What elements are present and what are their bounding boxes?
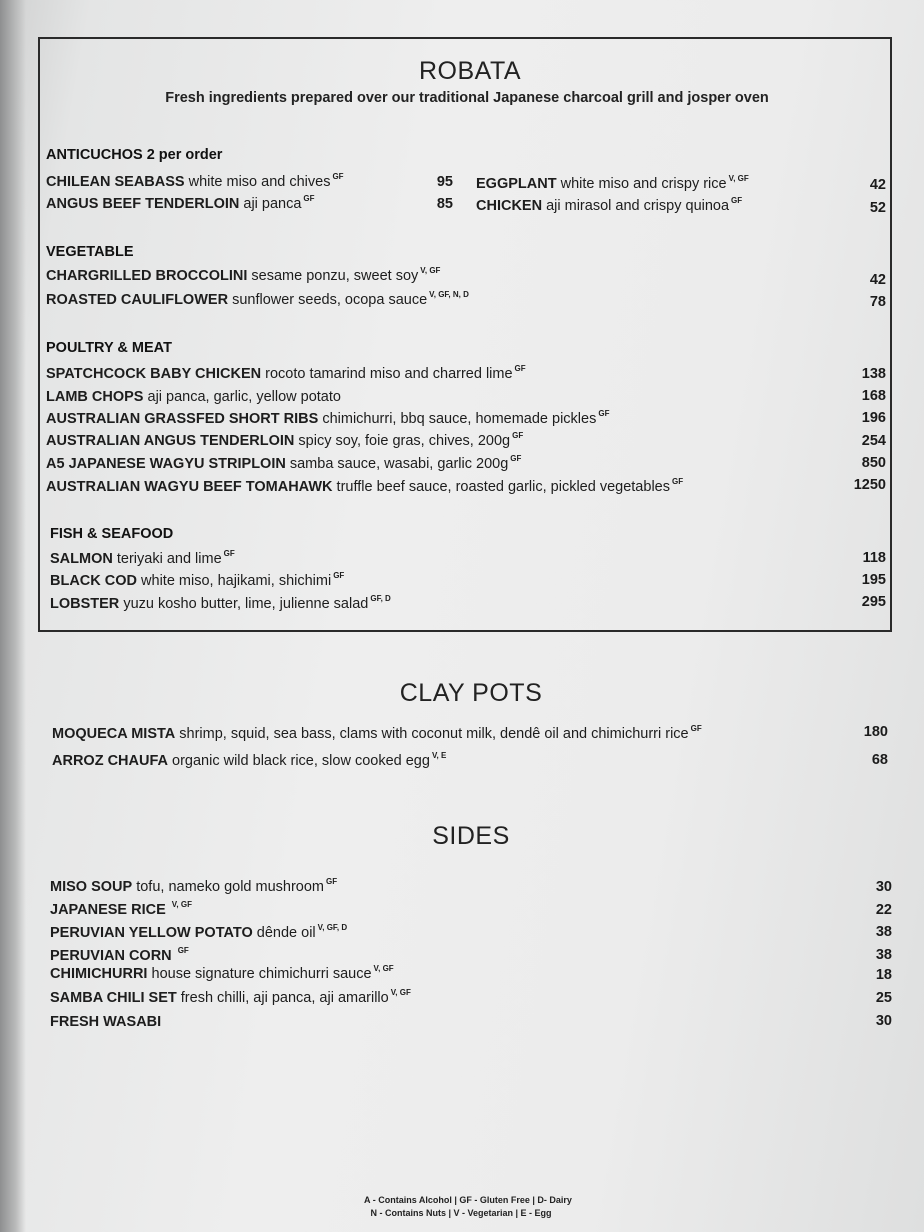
- menu-item: [46, 172, 344, 190]
- dietary-tag: GF: [512, 431, 524, 440]
- item-desc: chimichurri, bbq sauce, homemade pickles: [322, 411, 597, 427]
- menu-item: [50, 1012, 163, 1030]
- item-name: SALMON: [50, 551, 113, 567]
- item-name: CHILEAN SEABASS: [46, 174, 185, 190]
- menu-item: [46, 409, 609, 427]
- item-desc: samba sauce, wasabi, garlic 200g: [289, 456, 509, 472]
- item-name: AUSTRALIAN WAGYU BEEF TOMAHAWK: [46, 479, 333, 495]
- item-name: CHIMICHURRI: [50, 966, 148, 982]
- item-price: 30: [875, 879, 892, 895]
- item-price: 196: [861, 410, 886, 426]
- menu-item: [50, 923, 347, 941]
- menu-item: [52, 751, 446, 769]
- item-name: AUSTRALIAN ANGUS TENDERLOIN: [46, 433, 295, 449]
- menu-item: [46, 431, 523, 449]
- menu-item: [46, 387, 343, 405]
- item-desc: dênde oil: [256, 925, 316, 941]
- item-price: 95: [436, 174, 453, 190]
- menu-item: [50, 964, 394, 982]
- item-name: ARROZ CHAUFA: [52, 753, 168, 769]
- category-fish-seafood: FISH & SEAFOOD: [50, 526, 174, 542]
- dietary-tag: GF: [326, 877, 338, 886]
- robata-title: ROBATA: [418, 57, 522, 85]
- dietary-tag: GF: [177, 946, 189, 955]
- item-price: 22: [875, 902, 892, 918]
- dietary-tag: GF: [731, 196, 743, 205]
- item-desc: aji panca: [243, 196, 302, 212]
- item-name: BLACK COD: [50, 573, 137, 589]
- item-name: FRESH WASABI: [50, 1014, 162, 1030]
- item-name: MISO SOUP: [50, 879, 133, 895]
- item-price: 25: [875, 990, 892, 1006]
- item-desc: sesame ponzu, sweet soy: [251, 268, 419, 284]
- robata-frame: [38, 37, 892, 632]
- category-poultry-meat: POULTRY & MEAT: [46, 340, 172, 356]
- item-price: 78: [869, 294, 886, 310]
- item-name: LAMB CHOPS: [46, 389, 144, 405]
- menu-item: [46, 477, 683, 495]
- menu-item: [46, 266, 440, 284]
- item-price: 850: [861, 455, 886, 471]
- menu-item: [50, 946, 189, 964]
- dietary-tag: GF: [333, 571, 345, 580]
- dietary-tag: GF, D: [370, 594, 391, 603]
- menu-item: [50, 900, 192, 918]
- item-price: 118: [862, 550, 886, 566]
- item-price: 295: [861, 594, 886, 610]
- dietary-tag: V, GF: [373, 964, 394, 973]
- item-price: 85: [436, 196, 453, 212]
- category-note: 2 per order: [146, 147, 223, 163]
- category-vegetable: VEGETABLE: [46, 244, 134, 260]
- item-name: ANGUS BEEF TENDERLOIN: [46, 196, 240, 212]
- dietary-tag: GF: [332, 172, 344, 181]
- item-price: 138: [861, 366, 886, 382]
- dietary-tag: GF: [514, 364, 526, 373]
- menu-item: [50, 571, 344, 589]
- item-name: SPATCHCOCK BABY CHICKEN: [46, 366, 262, 382]
- item-name: AUSTRALIAN GRASSFED SHORT RIBS: [46, 411, 319, 427]
- category-heading: ANTICUCHOS: [46, 147, 143, 163]
- item-name: MOQUECA MISTA: [52, 726, 176, 742]
- dietary-tag: GF: [598, 409, 610, 418]
- dietary-tag: GF: [223, 549, 235, 558]
- item-desc: organic wild black rice, slow cooked egg: [172, 753, 430, 769]
- robata-subtitle: Fresh ingredients prepared over our traditional Japanese charcoal grill and josper oven: [165, 90, 769, 106]
- item-desc: fresh chilli, aji panca, aji amarillo: [180, 990, 389, 1006]
- item-price: 254: [861, 433, 886, 449]
- menu-item: [476, 174, 749, 192]
- item-name: A5 JAPANESE WAGYU STRIPLOIN: [46, 456, 286, 472]
- menu-item: [50, 549, 235, 567]
- item-price: 42: [869, 272, 886, 288]
- item-price: 195: [861, 572, 886, 588]
- menu-item: [50, 594, 391, 612]
- item-price: 168: [861, 388, 886, 404]
- dietary-tag: V, GF: [728, 174, 749, 183]
- menu-item: [50, 988, 411, 1006]
- item-desc: teriyaki and lime: [116, 551, 222, 567]
- menu-item: [476, 196, 742, 214]
- item-price: 38: [875, 947, 892, 963]
- dietary-tag: V, GF, D: [317, 923, 348, 932]
- item-name: JAPANESE RICE: [50, 902, 166, 918]
- dietary-tag: GF: [671, 477, 684, 486]
- item-name: PERUVIAN CORN: [50, 948, 172, 964]
- item-price: 18: [875, 967, 892, 983]
- item-price: 38: [875, 924, 892, 940]
- item-name: CHICKEN: [476, 198, 543, 214]
- item-name: SAMBA CHILI SET: [50, 990, 177, 1006]
- item-desc: spicy soy, foie gras, chives, 200g: [298, 433, 511, 449]
- dietary-tag: V, GF, N, D: [429, 290, 469, 299]
- item-name: EGGPLANT: [476, 176, 557, 192]
- item-name: ROASTED CAULIFLOWER: [46, 292, 229, 308]
- item-desc: aji panca, garlic, yellow potato: [147, 389, 341, 405]
- item-name: CHARGRILLED BROCCOLINI: [46, 268, 248, 284]
- item-desc: aji mirasol and crispy quinoa: [546, 198, 730, 214]
- item-desc: house signature chimichurri sauce: [151, 966, 372, 982]
- item-desc: tofu, nameko gold mushroom: [136, 879, 325, 895]
- item-desc: white miso and chives: [188, 174, 331, 190]
- item-desc: white miso, hajikami, shichimi: [141, 573, 332, 589]
- item-desc: sunflower seeds, ocopa sauce: [232, 292, 428, 308]
- item-price: 180: [863, 724, 888, 740]
- dietary-tag: GF: [303, 194, 315, 203]
- menu-item: [46, 454, 521, 472]
- item-price: 30: [875, 1013, 892, 1029]
- allergen-legend-line1: A - Contains Alcohol | GF - Gluten Free | D- Dairy: [364, 1195, 572, 1205]
- item-desc: yuzu kosho butter, lime, julienne salad: [123, 596, 369, 612]
- category-anticuchos: [46, 147, 222, 163]
- allergen-legend-line2: N - Contains Nuts | V - Vegetarian | E - Egg: [370, 1208, 552, 1218]
- menu-item: [52, 724, 702, 742]
- item-desc: rocoto tamarind miso and charred lime: [265, 366, 513, 382]
- menu-item: [46, 194, 315, 212]
- item-name: LOBSTER: [50, 596, 120, 612]
- page-edge-shadow: [0, 0, 26, 1232]
- item-price: 68: [871, 752, 888, 768]
- sides-title: SIDES: [432, 822, 510, 850]
- dietary-tag: V, GF: [390, 988, 411, 997]
- item-name: PERUVIAN YELLOW POTATO: [50, 925, 253, 941]
- menu-item: [50, 877, 337, 895]
- item-price: 52: [869, 200, 886, 216]
- dietary-tag: V, E: [431, 751, 447, 760]
- item-desc: truffle beef sauce, roasted garlic, pickled vegetables: [336, 479, 670, 495]
- menu-item: [46, 290, 469, 308]
- dietary-tag: GF: [690, 724, 702, 733]
- item-price: 42: [869, 177, 886, 193]
- dietary-tag: V, GF: [171, 900, 192, 909]
- clay-pots-title: CLAY POTS: [399, 679, 543, 707]
- dietary-tag: V, GF: [420, 266, 441, 275]
- item-price: 1250: [853, 477, 886, 493]
- dietary-tag: GF: [510, 454, 522, 463]
- menu-item: [46, 364, 526, 382]
- item-desc: white miso and crispy rice: [560, 176, 727, 192]
- item-desc: shrimp, squid, sea bass, clams with coconut milk, dendê oil and chimichurri rice: [179, 726, 689, 742]
